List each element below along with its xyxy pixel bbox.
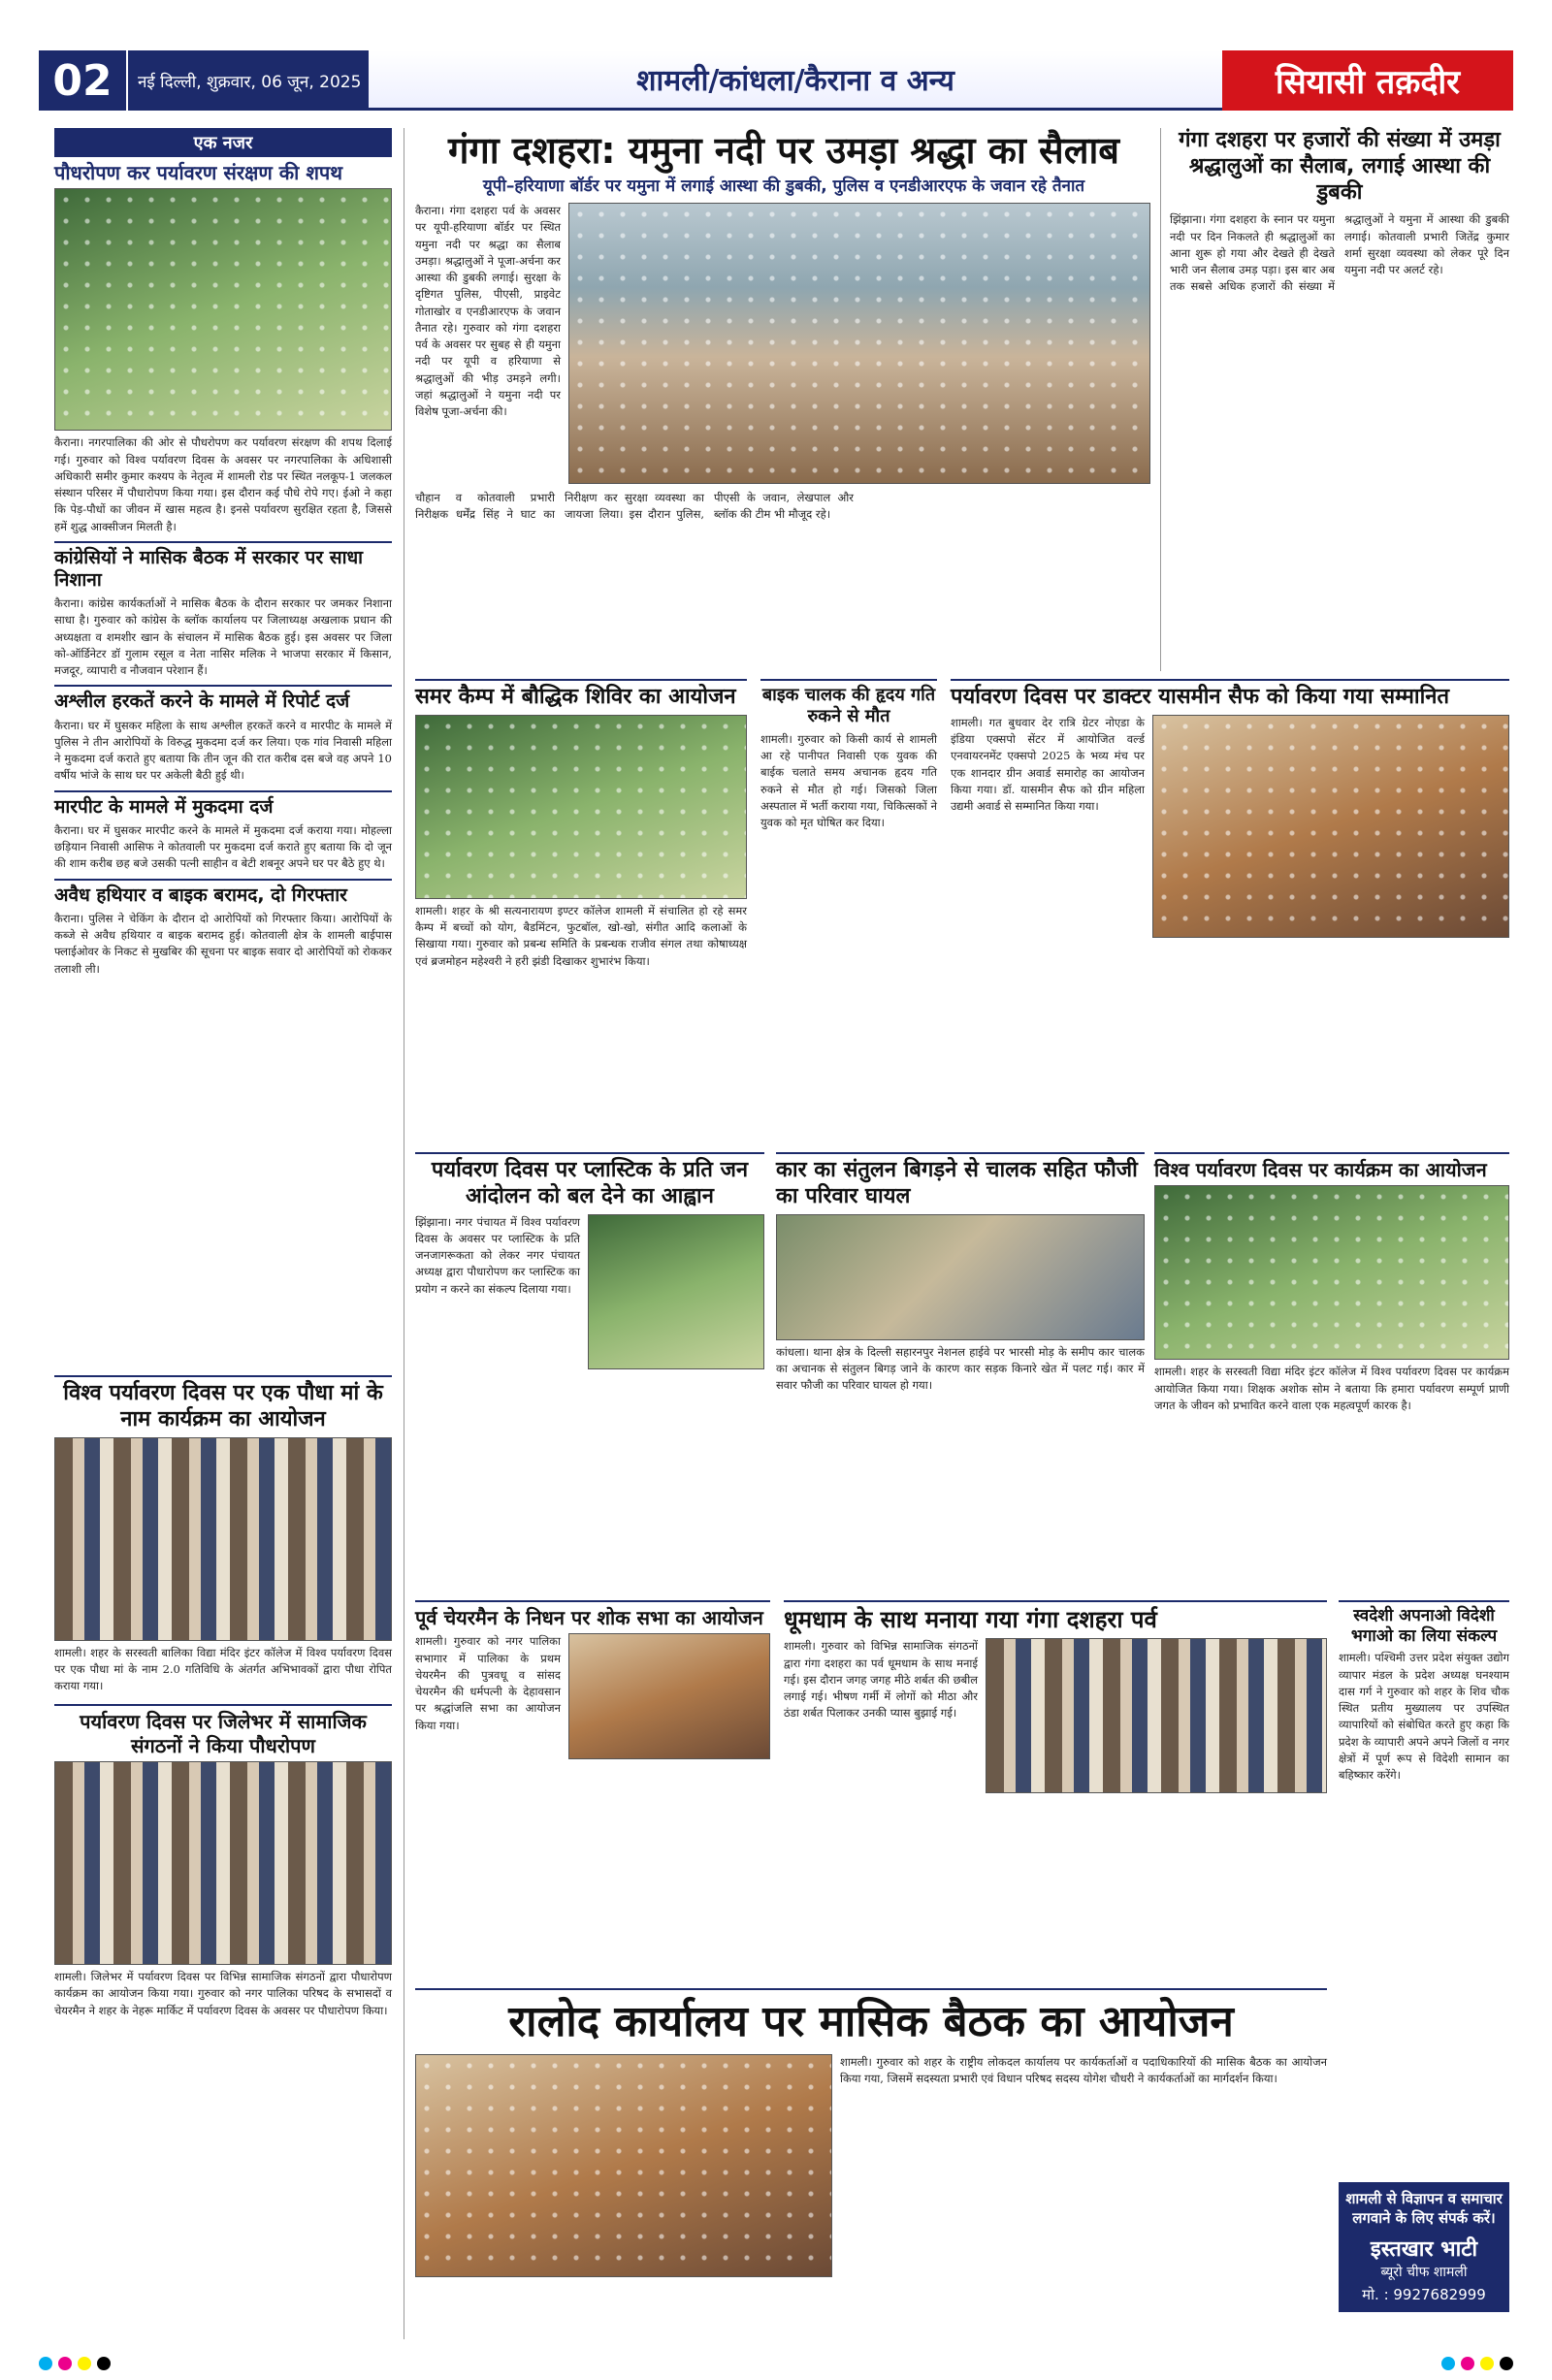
kicker-ek-nazar: एक नजर xyxy=(54,128,392,157)
story-body: शामली। जिलेभर में पर्यावरण दिवस पर विभिन्न सामाजिक संगठनों द्वारा पौधारोपण कार्यक्रम का आयोजन किया गया। गुरुवार को नगर पालिका परिषद के सभासदों व चेयरमैन ने शहर के नेहरू मार्किट में पर्यावरण दिवस के अवसर पर पौधारोपण किया। xyxy=(54,1970,392,2017)
column-rule xyxy=(1160,128,1161,671)
story-body: कांधला। थाना क्षेत्र के दिल्ली सहारनपुर नेशनल हाईवे पर भारसी मोड़ के समीप कार चालक का अचानक से संतुलन बिगड़ जाने के कारण कार सड़क किनारे खेत में पलट गई। कार में सवार फौजी का परिवार घायल हो गया। xyxy=(776,1344,1145,1393)
yamuna-crowd-photo xyxy=(568,203,1150,484)
lead-body-continued: चौहान व कोतवाली प्रभारी निरीक्षक धर्मेंद्र सिंह ने घाट का निरीक्षण कर सुरक्षा व्यवस्था का जायजा लिया। इस दौरान पुलिस, पीएसी के जवान, लेखपाल और ब्लॉक की टीम भी मौजूद रहे। xyxy=(415,491,854,522)
story-headline: स्वदेशी अपनाओ विदेशी भगाओ का लिया संकल्प xyxy=(1350,1606,1498,1646)
right-lead-body: झिंझाना। गंगा दशहरा के स्नान पर यमुना नदी पर दिन निकलते ही श्रद्धालुओं का आना शुरू हो गया और देखते ही देखते भारी जन सैलाब उमड़ पड़ा। इस बार अब तक सबसे अधिक हजारों की संख्या में श्रद्धालुओं ने यमुना में आस्था की डुबकी लगाई। कोतवाली प्रभारी जितेंद्र कुमार शर्मा सुरक्षा व्यवस्था को लेकर पूरे दिन यमुना नदी पर अलर्ट रहे। xyxy=(1170,212,1509,294)
brand-name: सियासी तक़दीर xyxy=(1222,50,1513,111)
story-headline: पौधरोपण कर पर्यावरण संरक्षण की शपथ xyxy=(54,161,343,184)
print-registration-marks xyxy=(0,2357,1552,2370)
right-lead xyxy=(1170,128,1509,296)
story-headline: विश्व पर्यावरण दिवस पर कार्यक्रम का आयोजन xyxy=(1154,1158,1487,1181)
sharbat-photo xyxy=(986,1638,1327,1793)
env-day-story xyxy=(1154,1152,1509,1414)
story-headline: बाइक चालक की हृदय गति रुकने से मौत xyxy=(761,685,936,726)
car-accident-story xyxy=(776,1152,1145,1394)
story-headline: विश्व पर्यावरण दिवस पर एक पौधा मां के नाम कार्यक्रम का आयोजन xyxy=(63,1381,383,1431)
section-title: शामली/कांधला/कैराना व अन्य xyxy=(369,50,1222,111)
color-bar-left xyxy=(39,2357,111,2370)
story-body: झिंझाना। नगर पंचायत में विश्व पर्यावरण दिवस के अवसर पर प्लास्टिक के प्रति जनजागरूकता को लेकर नगर पंचायत अध्यक्ष द्वारा पौधारोपण कर प्लास्टिक का प्रयोग न करने का संकल्प दिलाया गया। xyxy=(415,1214,580,1296)
lead-story xyxy=(415,128,1152,524)
lead-subhead: यूपी–हरियाणा बॉर्डर पर यमुना में लगाई आस्था की डुबकी, पुलिस व एनडीआरएफ के जवान रहे तैनात xyxy=(482,177,1085,197)
accident-car-photo xyxy=(776,1214,1145,1340)
story-headline: पर्यावरण दिवस पर प्लास्टिक के प्रति जन आंदोलन को बल देने का आह्वान xyxy=(431,1158,749,1208)
story-body: कैराना। पुलिस ने चेकिंग के दौरान दो आरोपियों को गिरफ्तार किया। आरोपियों के कब्जे से अवैध हथियार व बाइक बरामद हुई। कोतवाली क्षेत्र के शामली बाईपास फ्लाईओवर के निकट से मुखबिर की सूचना पर बाइक सवार दो आरोपियों को रोककर तलाशी ली। xyxy=(54,911,392,976)
story-headline: पूर्व चेयरमैन के निधन पर शोक सभा का आयोजन xyxy=(415,1606,763,1629)
ad-line: शामली से विज्ञापन व समाचार लगवाने के लिए संपर्क करें। xyxy=(1345,2190,1503,2227)
summer-camp-story xyxy=(415,679,747,970)
story-body: कैराना। घर में घुसकर मारपीट करने के मामले में मुकदमा दर्ज कराया गया। मोहल्ला छड़ियान निवासी आसिफ ने कोतवाली पर मुकदमा दर्ज कराते हुए बताया कि दो जून की शाम करीब छह बजे उसकी पत्नी साहीन व बेटी शबनूर अपने घर पर बैठे हुए थे। xyxy=(54,822,392,871)
masthead xyxy=(39,50,1513,111)
plastic-drive-photo xyxy=(588,1214,764,1369)
story-headline: कांग्रेसियों ने मासिक बैठक में सरकार पर साधा निशाना xyxy=(54,546,364,592)
story-body: कैराना। घर में घुसकर महिला के साथ अश्लील हरकतें करने व मारपीट के मामले में पुलिस ने तीन आरोपियों के विरुद्ध मुकदमा दर्ज कर लिया। एक गांव निवासी महिला ने मुकदमा दर्ज कराते हुए बताया कि तीन जून की रात करीब दस बजे वह अपने 10 वर्षीय भांजे के साथ घर पर अकेली बैठी हुई थी। xyxy=(54,718,392,783)
story-body: शामली। शहर के सरस्वती बालिका विद्या मंदिर इंटर कॉलेज में विश्व पर्यावरण दिवस पर एक पौधा मां के नाम 2.0 गतिविधि के अंतर्गत अभिभावकों द्वारा पौधा रोपित कराया गया। xyxy=(54,1645,392,1693)
award-story xyxy=(951,679,1509,938)
color-bar-right xyxy=(1441,2357,1513,2370)
left-lower-stories xyxy=(54,1375,392,2019)
story-body: शामली। गुरुवार को नगर पालिका सभागार में पालिका के प्रथम चेयरमैन की पुत्रवधू व सांसद चेयरमैन की धर्मपत्नी के देहावसान पर श्रद्धांजलि सभा का आयोजन किया गया। xyxy=(415,1634,561,1732)
contact-ad xyxy=(1339,2182,1509,2312)
biker-death-story xyxy=(760,679,937,831)
story-body: कैराना। कांग्रेस कार्यकर्ताओं ने मासिक बैठक के दौरान सरकार पर जमकर निशाना साधा है। गुरुवार को कांग्रेस के ब्लॉक कार्यालय पर जिलाध्यक्ष अखलाक प्रधान की अध्यक्षता व शमशीर खान के संचालन में मासिक बैठक हुई। इस अवसर पर जिला को-ऑर्डिनेटर डॉ गुलाम रसूल व नेता नासिर मलिक ने भाजपा सरकार में किसान, मजदूर, व्यापारी व नौजवान परेशान हैं। xyxy=(54,596,392,678)
story-body: शामली। गत बुधवार देर रात्रि ग्रेटर नोएडा के इंडिया एक्सपो सेंटर में आयोजित वर्ल्ड एनवायरनमेंट एक्सपो 2025 के भव्य मंच पर एक शानदार ग्रीन अवार्ड समारोह का आयोजन किया गया। डॉ. यासमीन सैफ को ग्रीन महिला उद्यमी अवार्ड से सम्मानित किया गया। xyxy=(951,715,1145,814)
story-headline: मारपीट के मामले में मुकदमा दर्ज xyxy=(54,795,274,818)
award-ceremony-photo xyxy=(1152,715,1509,938)
story-headline: पर्यावरण दिवस पर जिलेभर में सामाजिक संगठनों ने किया पौधरोपण xyxy=(80,1710,367,1757)
story-headline: अवैध हथियार व बाइक बरामद, दो गिरफ्तार xyxy=(54,884,347,906)
school-event-photo xyxy=(54,1437,392,1641)
right-lead-headline: गंगा दशहरा पर हजारों की संख्या में उमड़ा श्रद्धालुओं का सैलाब, लगाई आस्था की डुबकी xyxy=(1179,128,1501,205)
story-body: शामली। गुरुवार को शहर के राष्ट्रीय लोकदल कार्यालय पर कार्यकर्ताओं व पदाधिकारियों की मासिक बैठक का आयोजन किया गया, जिसमें सदस्यता प्रभारी एवं विधान परिषद सदस्य योगेश चौधरी ने कार्यकर्ताओं का मार्गदर्शन किया। xyxy=(840,2054,1327,2085)
ad-role: ब्यूरो चीफ शामली xyxy=(1380,2265,1468,2280)
ganga-dussehra-story xyxy=(784,1600,1327,1793)
story-body: शामली। शहर के श्री सत्यनारायण इण्टर कॉलेज शामली में संचालित हो रहे समर कैम्प में बच्चों को योग, बैडमिंटन, फुटबॉल, खो-खो, संगीत आदि कलाओं के सिखाया गया। गुरुवार को प्रबन्ध समिति के प्रबन्धक राजीव संगल तथा कोषाध्यक्ष एवं ब्रजमोहन महेश्वरी ने हरी झंडी दिखाकर शुभारंभ किया। xyxy=(415,903,747,968)
plastic-story xyxy=(415,1152,764,1369)
swadeshi-story xyxy=(1339,1600,1509,1784)
ad-phone: मो. : 9927682999 xyxy=(1362,2286,1486,2303)
ad-name: इस्तखार भाटी xyxy=(1370,2237,1478,2262)
story-headline: समर कैम्प में बौद्धिक शिविर का आयोजन xyxy=(415,685,736,709)
condolence-story xyxy=(415,1600,770,1759)
env-day-photo xyxy=(1154,1185,1509,1360)
story-body: शामली। गुरुवार को किसी कार्य से शामली आ रहे पानीपत निवासी एक युवक की बाईक चलाते समय अचानक हृदय गति रुकने से मौत हो गई। जिसको जिला अस्पताल में भर्ती कराया गया, चिकित्सकों ने युवक को मृत घोषित कर दिया। xyxy=(760,731,937,830)
lead-body: कैराना। गंगा दशहरा पर्व के अवसर पर यूपी-हरियाणा बॉर्डर पर स्थित यमुना नदी पर श्रद्धा का सैलाब उमड़ा। श्रद्धालुओं ने पूजा-अर्चना कर आस्था की डुबकी लगाई। सुरक्षा के दृष्टिगत पुलिस, पीएसी, प्राइवेट गोताखोर व एनडीआरएफ के जवान तैनात रहे। गुरुवार को गंगा दशहरा पर्व के अवसर पर सुबह से ही यमुना नदी पर यूपी व हरियाणा से श्रद्धालुओं की भीड़ उमड़ने लगी। जहां श्रद्धालुओं ने यमुना नदी पर विशेष पूजा-अर्चना की। xyxy=(415,204,561,419)
story-body: शामली। पश्चिमी उत्तर प्रदेश संयुक्त उद्योग व्यापार मंडल के प्रदेश अध्यक्ष घनश्याम दास गर्ग ने गुरुवार को शहर के शिव चौक स्थित प्रतीय मुख्यालय पर उपस्थित व्यापारियों को संबोधित करते हुए कहा कि प्रदेश के व्यापारी अपने अपने जिलों व नगर क्षेत्रों में पूर्ण रूप से विदेशी सामान का बहिष्कार करेंगे। xyxy=(1339,1651,1509,1783)
story-headline: अश्लील हरकतें करने के मामले में रिपोर्ट दर्ज xyxy=(54,691,350,713)
condolence-meeting-photo xyxy=(568,1633,770,1759)
story-headline: पर्यावरण दिवस पर डाक्टर यासमीन सैफ को किया गया सम्मानित xyxy=(951,685,1450,709)
story-headline: रालोद कार्यालय पर मासिक बैठक का आयोजन xyxy=(508,1997,1234,2046)
story-body: कैराना। नगरपालिका की ओर से पौधरोपण कर पर्यावरण संरक्षण की शपथ दिलाई गई। गुरुवार को विश्व पर्यावरण दिवस के अवसर पर नगरपालिका के अधिशासी अधिकारी समीर कुमार कश्यप के नेतृत्व में शामली रोड पर स्थित नलकूप-1 जलकल संस्थान परिसर में पौधारोपण किया गया। इस दौरान कई पौधे रोपे गए। ईओ ने कहा कि पेड़-पौधों का जीवन में खास महत्व है। इनसे पर्यावरण सुरक्षित रहता है, जिससे हमें शुद्ध आक्सीजन मिलती है। xyxy=(54,435,392,533)
story-headline: धूमधाम के साथ मनाया गया गंगा दशहरा पर्व xyxy=(784,1606,1157,1633)
story-headline: कार का संतुलन बिगड़ने से चालक सहित फौजी का परिवार घायल xyxy=(776,1158,1138,1208)
left-column xyxy=(54,128,392,978)
lead-headline: गंगा दशहरा: यमुना नदी पर उमड़ा श्रद्धा का सैलाब xyxy=(447,129,1120,172)
summer-camp-photo xyxy=(415,715,747,899)
rld-meeting-photo xyxy=(415,2054,832,2277)
story-body: शामली। गुरुवार को विभिन्न सामाजिक संगठनों द्वारा गंगा दशहरा का पर्व धूमधाम के साथ मनाई गई। इस दौरान जगह जगह मीठे शर्बत की छबील लगाई गई। भीषण गर्मी में लोगों को मीठा और ठंडा शर्बत पिलाकर उनकी प्यास बुझाई गई। xyxy=(784,1639,978,1721)
page-number: 02 xyxy=(39,50,126,111)
issue-date: नई दिल्ली, शुक्रवार, 06 जून, 2025 xyxy=(126,50,369,111)
tree-planting-photo xyxy=(54,188,392,431)
plantation-group-photo xyxy=(54,1761,392,1965)
story-body: शामली। शहर के सरस्वती विद्या मंदिर इंटर कॉलेज में विश्व पर्यावरण दिवस पर कार्यक्रम आयोजित किया गया। शिक्षक अशोक सोम ने बताया कि हमारा पर्यावरण सम्पूर्ण प्राणी जगत के जीवन को प्रभावित करने वाला एक महत्वपूर्ण कारक है। xyxy=(1154,1365,1509,1412)
rld-meeting-story xyxy=(415,1988,1327,2277)
